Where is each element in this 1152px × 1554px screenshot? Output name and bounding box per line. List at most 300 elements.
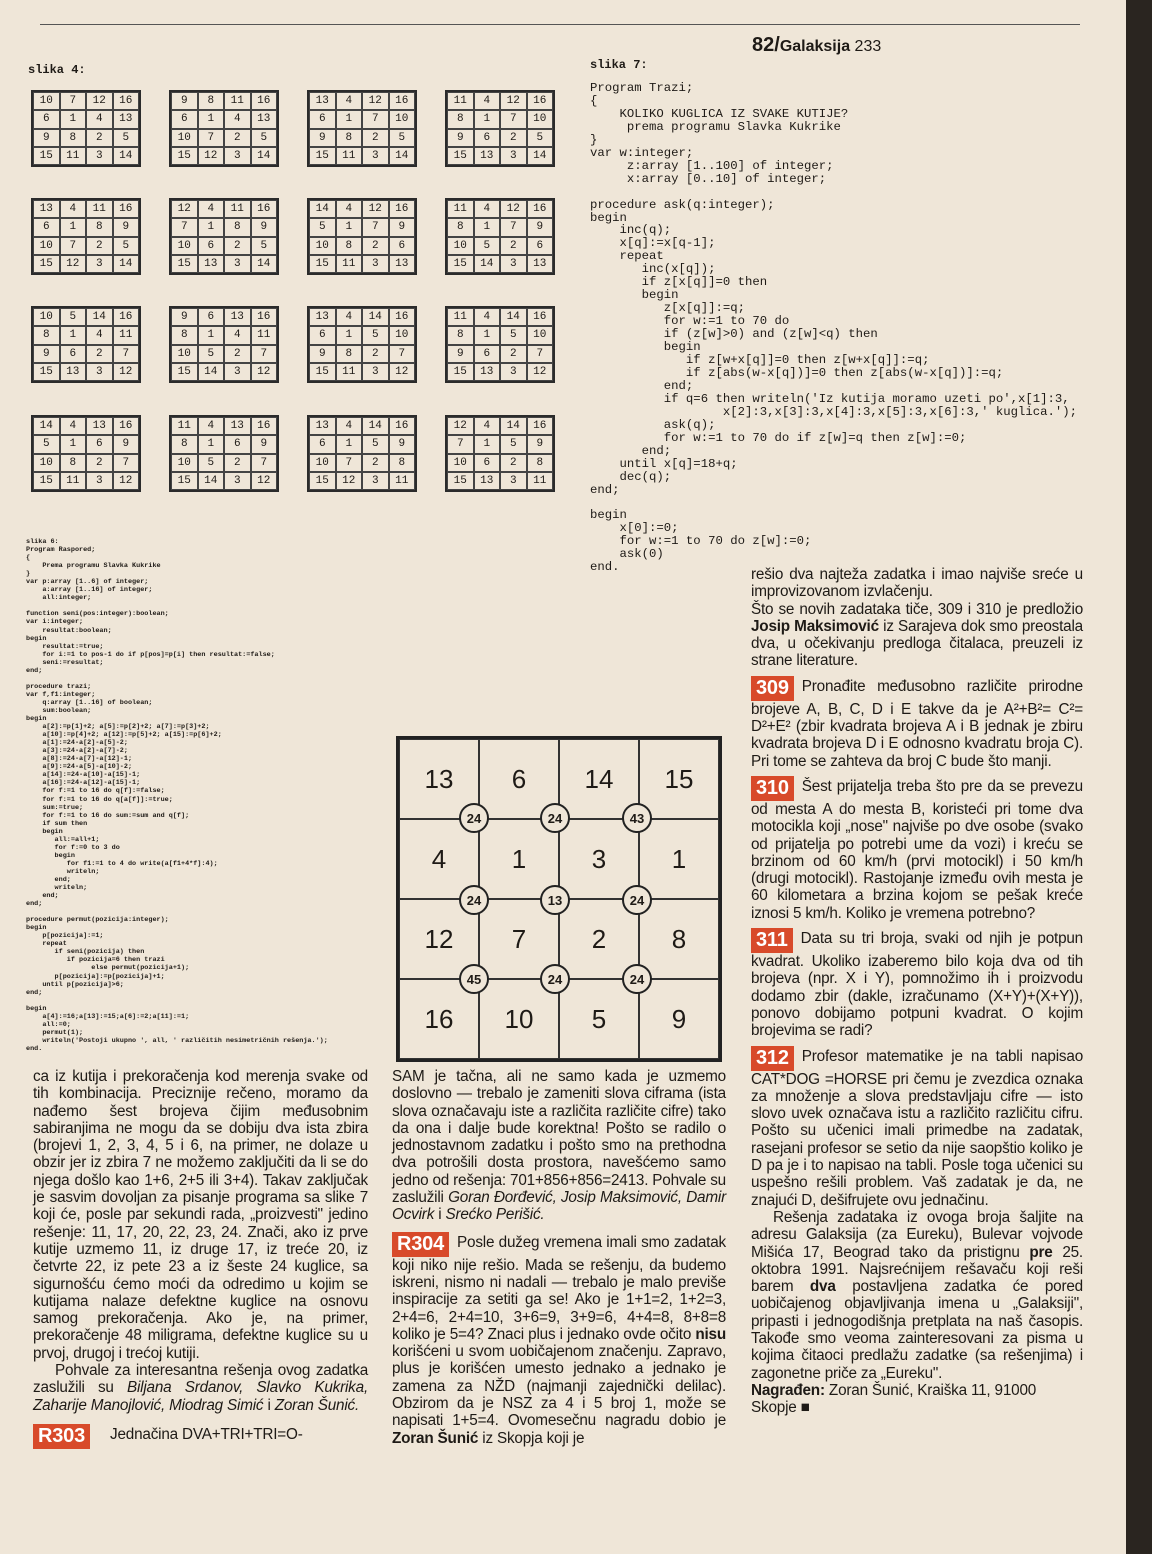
grid-cell: 3 [86,255,113,273]
grid-cell: 14 [500,417,527,435]
grid-cell: 9 [447,129,474,147]
square-cell: 7 [479,899,559,979]
grid-cell: 2 [500,129,527,147]
figure-6-listing: Program Raspored; { Prema programu Slavka Kukrike } var p:array [1..6] of integer; a:array [1..16] of integer; all:integer; function seni(pos:integer):boolean; var i:integer; resultat:boolean; begin resultat:=true; for i:=1 to pos-1 do if p[pos]=p[i] then resultat:=false; seni:=resultat; end; procedure trazi; var f,f1:integer; q:array [1..16] of boolean; sum:boolean; begin a[2]:=p[1]+2; a[5]:=p[2]+2; a[7]:=p[3]+2; a[10]:=p[4]+2; a[12]:=p[5]+2; a[15]:=p[6]+2; a[1]:=24-a[2]-a[5]-2; a[3]:=24-a[2]-a[7]-2; a[8]:=24-a[7]-a[12]-1; a[9]:=24-a[5]-a[10]-2; a[14]:=24-a[10]-a[15]-1; a[16]:=24-a[12]-a[15]-1; for f:=1 to 16 do q[f]:=false; for f:=1 to 16 do q[a[f]]:=true; sum:=true; for f:=1 to 16 do sum:=sum and q[f]; if sum then begin all:=all+1; for f:=0 to 3 do begin for f1:=1 to 4 do write(a[f1+4*f]:4); writeln; end; writeln; end; end; procedure permut(pozicija:integer); begin p[pozicija]:=1; repeat if seni(pozicija) then if pozicija=6 then trazi else permut(pozicija+1); p[pozicija]:=p[pozicija]+1; until p[pozicija]>6; end; begin a[4]:=16;a[13]:=15;a[6]:=2;a[11]:=1; all:=0; permut(1); writeln('Postoji ukupno ', all, ' različitih nesimetričnih rešenja.'); end. [26,546,328,1053]
grid-cell: 14 [309,200,336,218]
grid-cell: 14 [389,147,416,165]
grid-cell: 14 [113,147,140,165]
grid-cell: 6 [474,345,501,363]
grid-cell: 9 [251,435,278,453]
grid-cell: 5 [33,435,60,453]
grid-cell: 16 [251,200,278,218]
grid-cell: 12 [60,255,87,273]
badge-r303: R303 [33,1424,90,1449]
grid-cell: 13 [474,472,501,490]
grid-cell: 7 [447,435,474,453]
grid-cell: 7 [60,237,87,255]
grid-cell: 15 [33,147,60,165]
grid-cell: 6 [33,110,60,128]
grid-cell: 2 [500,237,527,255]
badge-309: 309 [751,676,794,701]
grid-cell: 3 [362,255,389,273]
square-cell: 1 [479,819,559,899]
grid-cell: 15 [33,363,60,381]
grid-cell: 6 [309,435,336,453]
grid-cell: 4 [474,308,501,326]
grid-cell: 4 [198,200,225,218]
square-cell: 9 [639,979,719,1059]
grid-cell: 13 [224,417,251,435]
magic-grid [31,198,141,275]
grid-cell: 11 [113,326,140,344]
grid-cell: 5 [500,326,527,344]
grid-cell: 12 [527,363,554,381]
grid-cell: 5 [251,237,278,255]
magic-grid [31,90,141,167]
square-cell: 16 [399,979,479,1059]
grid-cell: 8 [336,345,363,363]
right-paragraph-1: rešio dva najteža zadatka i imao najviše sreće u improvizovanom izvlačenju. [751,566,1083,601]
grid-cell: 8 [527,454,554,472]
right-paragraph-2: Što se novih zadataka tiče, 309 i 310 je predložio Josip Maksimović iz Sarajeva dok smo preostala dva, u očekivanju predloga čitalaca, preuzeli iz strane literature. [751,600,1083,670]
grid-cell: 8 [447,326,474,344]
grid-cell: 6 [389,237,416,255]
grid-cell: 14 [362,417,389,435]
square-cell: 6 [479,739,559,819]
grid-cell: 9 [309,129,336,147]
problem-309: 309 Pronađite međusobno različite prirodne brojeve A, B, C, D i E takve da je A²+B²= C²= D²+E² (zbir kvadrata brojeva A i B jednak je zbiru kvadrata brojeva D i E odnosno kvadratu broja C). Pri tome se zahteva da broj C bude što manji. [751,676,1083,770]
grid-cell: 8 [224,218,251,236]
left-paragraph-1: ca iz kutija i prekoračenja kod merenja svake od tih kombinacija. Preciznije rečeno, moramo da nađemo šest brojeva čijim međusobnim sabiranjima ne mogu da se dobiju dva ista zbira (brojevi 1, 2, 3, 4, 5 i 6, na primer, ne dolaze u obzir jer iz zbira 7 ne možemo zaključiti da li se do njega došlo kao 1+6, 2+5 ili 3+4). Takav zaključak je sasvim dovoljan za pisanje programa sa slike 7 koji će, posle par sekundi rada, „proizvesti" jedino rešenje: 11, 17, 20, 22, 23, 24. Znači, ako iz prve kutije uzmemo 11, iz druge 17, iz treće 20, iz četvrte 22, iz pete 23 a iz šeste 24 kuglice, sa sigurnošću ćemo moći da odredimo u kojim se kutijama nalaze defektne kuglice na osnovu samog prekoračenja. Ako je, na primer, prekoračenje 48 miligrama, defektne kuglice su u prvoj, drugoj i trećoj kutiji. [33,1068,368,1362]
grid-cell: 3 [86,147,113,165]
grid-cell: 16 [527,92,554,110]
grid-cell: 7 [60,92,87,110]
grid-cell: 10 [447,454,474,472]
grid-cell: 9 [171,92,198,110]
grid-cell: 3 [224,255,251,273]
grid-cell: 1 [198,110,225,128]
grid-cell: 8 [171,326,198,344]
grid-cell: 7 [389,345,416,363]
grid-cell: 15 [447,255,474,273]
grid-cell: 11 [336,255,363,273]
grid-cell: 10 [171,454,198,472]
right-column [751,566,1083,1416]
grid-cell: 7 [171,218,198,236]
grid-cell: 4 [198,417,225,435]
problem-310: 310 Šest prijatelja treba što pre da se prevezu od mesta A do mesta B, koristeći pri tome dva motocikla koji „nose" najviše po dve osobe (svako od prijatelja po potrebi ume da vozi) i kreću se brzinom od 60 km/h (prvi motocikl) i 50 km/h (drugi motocikl). Rastojanje između ovih mesta je 60 kilometara a brzina kojom se pešak kreće iznosi 5 km/h. Koliko je vremena potrebno? [751,776,1083,922]
grid-cell: 16 [113,200,140,218]
grid-cell: 1 [60,110,87,128]
grid-cell: 10 [171,345,198,363]
magic-grid [307,415,417,492]
grid-cell: 13 [474,147,501,165]
grid-cell: 6 [309,326,336,344]
grid-cell: 6 [86,435,113,453]
grid-cell: 2 [500,345,527,363]
grid-cell: 10 [171,237,198,255]
grid-cell: 10 [33,92,60,110]
grid-cell: 13 [113,110,140,128]
grid-cell: 1 [60,218,87,236]
grid-cell: 6 [527,237,554,255]
proposer-name: Josip Maksimović [751,617,879,635]
grid-cell: 1 [474,110,501,128]
grid-cell: 4 [60,417,87,435]
magic-grid [169,415,279,492]
magic-grid [31,415,141,492]
grid-cell: 2 [86,129,113,147]
grid-cell: 4 [336,92,363,110]
grid-cell: 11 [224,92,251,110]
grid-cell: 7 [527,345,554,363]
grid-cell: 16 [113,308,140,326]
grid-cell: 2 [362,345,389,363]
grid-cell: 4 [224,110,251,128]
grid-cell: 14 [251,147,278,165]
square-cell: 13 [399,739,479,819]
grid-cell: 5 [198,345,225,363]
grid-cell: 15 [309,147,336,165]
grid-cell: 5 [389,129,416,147]
grid-cell: 14 [33,417,60,435]
grid-cell: 7 [198,129,225,147]
middle-paragraph-1: SAM je tačna, ali ne samo kada je uzmemo doslovno — trebalo je zameniti slova ciframa (ista slova označavaju iste a različita različite cifre) tako da ona i dalje bude korektna! Pošto se radilo o jednostavnom zadatku i pošto smo na prethodna dva potrošili dosta prostora, navešćemo samo jedno od rešenja: 701+856+856=2413. Pohvale su zaslužili Goran Đorđević, Josip Maksimović, Damir Ocvirk i Srećko Perišić. [392,1068,726,1224]
grid-cell: 13 [309,92,336,110]
sum-circle: 24 [459,885,489,915]
grid-cell: 1 [336,435,363,453]
grid-cell: 5 [362,435,389,453]
grid-cell: 6 [198,237,225,255]
grid-cell: 16 [113,417,140,435]
badge-r304: R304 [392,1232,449,1257]
magic-grid [169,90,279,167]
grid-cell: 4 [474,417,501,435]
figure-6-code [26,538,386,1053]
grid-cell: 2 [362,129,389,147]
grid-cell: 10 [447,237,474,255]
grid-cell: 11 [336,147,363,165]
grid-cell: 7 [113,454,140,472]
grid-cell: 15 [171,472,198,490]
badge-312: 312 [751,1046,794,1071]
magic-grid [307,198,417,275]
grid-cell: 1 [336,326,363,344]
grid-cell: 3 [500,363,527,381]
grid-cell: 12 [251,472,278,490]
grid-cell: 3 [86,472,113,490]
grid-cell: 16 [251,92,278,110]
grid-cell: 4 [86,110,113,128]
grid-cell: 9 [33,129,60,147]
header-rule [40,24,1080,25]
grid-cell: 14 [500,308,527,326]
figure-4-label: slika 4: [28,63,86,77]
grid-cell: 11 [336,363,363,381]
grid-cell: 3 [362,147,389,165]
grid-cell: 7 [336,454,363,472]
grid-cell: 11 [447,200,474,218]
grid-cell: 8 [60,454,87,472]
problem-311: 311 Data su tri broja, svaki od njih je potpun kvadrat. Ukoliko izaberemo bilo koja dva od tih brojeva (npr. X i Y), pomnožimo ih i proizvodu dodamo zbir (dakle, izračunamo (X+Y)+(X+Y)), ponovo dobijamo potpuni kvadrat. O kojim brojevima se radi? [751,929,1083,1040]
grid-cell: 10 [309,237,336,255]
grid-cell: 13 [224,308,251,326]
grid-cell: 1 [474,218,501,236]
grid-cell: 13 [474,363,501,381]
grid-cell: 9 [447,345,474,363]
page-number: 82/ [752,34,780,56]
grid-cell: 15 [447,363,474,381]
grid-cell: 11 [171,417,198,435]
grid-cell: 5 [309,218,336,236]
grid-cell: 1 [474,326,501,344]
grid-cell: 10 [33,308,60,326]
grid-cell: 5 [527,129,554,147]
square-cell: 10 [479,979,559,1059]
grid-cell: 2 [224,345,251,363]
grid-cell: 2 [86,345,113,363]
grid-cell: 6 [474,454,501,472]
grid-cell: 11 [251,326,278,344]
grid-cell: 7 [362,218,389,236]
sum-circle: 45 [459,964,489,994]
middle-praised-names: Goran Đorđević, Josip Maksimović, Damir Ocvirk [392,1189,726,1224]
magic-grid [445,198,555,275]
grid-cell: 1 [60,326,87,344]
grid-cell: 16 [527,200,554,218]
grid-cell: 16 [527,417,554,435]
grid-cell: 8 [447,218,474,236]
grid-cell: 12 [336,472,363,490]
grid-cell: 14 [527,147,554,165]
grid-cell: 12 [500,200,527,218]
magic-grid [169,198,279,275]
square-cell: 2 [559,899,639,979]
square-cell: 5 [559,979,639,1059]
grid-cell: 11 [60,472,87,490]
grid-cell: 16 [389,417,416,435]
grid-cell: 9 [527,218,554,236]
grid-cell: 10 [33,454,60,472]
grid-cell: 13 [527,255,554,273]
grid-cell: 14 [198,472,225,490]
grid-cell: 7 [251,345,278,363]
grid-cell: 11 [224,200,251,218]
grid-cell: 15 [309,363,336,381]
grid-cell: 11 [60,147,87,165]
grid-cell: 15 [447,472,474,490]
grid-cell: 15 [309,255,336,273]
grid-cell: 8 [389,454,416,472]
grid-cell: 10 [171,129,198,147]
grid-cell: 10 [33,237,60,255]
grid-cell: 12 [113,472,140,490]
grid-cell: 9 [251,218,278,236]
grid-cell: 5 [500,435,527,453]
grid-cell: 6 [474,129,501,147]
grid-cell: 10 [527,326,554,344]
grid-cell: 16 [527,308,554,326]
grid-cell: 3 [362,363,389,381]
grid-cell: 8 [336,129,363,147]
grid-cell: 11 [447,92,474,110]
grid-cell: 7 [500,218,527,236]
sum-circle: 24 [540,803,570,833]
grid-cell: 3 [224,472,251,490]
grid-cell: 13 [251,110,278,128]
winner-line: Nagrađen: Zoran Šunić, Kraiška 11, 91000 Skopje ■ [751,1381,1037,1417]
problem-312: 312 Profesor matematike je na tabli napisao CAT*DOG =HORSE pri čemu je zvezdica oznaka za množenje a slova predstavljaju cifre — isto slovo uvek označava istu a različito različitu cifru. Pošto su učenici imali primedbe na zadatak, rasejani profesor se setio da nije saopštio koliko je D pa je i to napisao na tabli. Posle toga učenici su uspešno rešili problem. Vaš zadatak je da, ne znajući D, dešifrujete ovu jednačinu. [751,1046,1083,1209]
grid-cell: 14 [113,255,140,273]
grid-cell: 7 [500,110,527,128]
grid-cell: 14 [362,308,389,326]
square-cell: 3 [559,819,639,899]
grid-cell: 12 [86,92,113,110]
grid-cell: 12 [447,417,474,435]
grid-cell: 13 [33,200,60,218]
grid-cell: 5 [251,129,278,147]
grid-cell: 6 [33,218,60,236]
grid-cell: 9 [113,435,140,453]
grid-cell: 4 [86,326,113,344]
figure-7-code: Program Trazi; { KOLIKO KUGLICA IZ SVAKE KUTIJE? prema programu Slavka Kukrike } var w:integer; z:array [1..100] of integer; x:array [0..10] of integer; procedure ask(q:integer); begin inc(q); x[q]:=x[q-1]; repeat inc(x[q]); if z[x[q]]=0 then begin z[x[q]]:=q; for w:=1 to 70 do if (z[w]>0) and (z[w]<q) then begin if z[w+x[q]]=0 then z[w+x[q]]:=q; if z[abs(w-x[q])]=0 then z[abs(w-x[q])]:=q; end; if q=6 then writeln('Iz kutija moramo uzeti po',x[1]:3, x[2]:3,x[3]:3,x[4]:3,x[5]:3,x[6]:3,' kuglica.'); ask(q); for w:=1 to 70 do if z[w]=q then z[w]:=0; end; until x[q]=18+q; dec(q); end; begin x[0]:=0; for w:=1 to 70 do z[w]:=0; ask(0) end. [590,81,1078,575]
praised-last-name: Zoran Šunić. [274,1396,360,1414]
issue-number: 233 [854,38,882,55]
r303-paragraph: R303 Jednačina DVA+TRI+TRI=O- [33,1424,368,1449]
grid-cell: 16 [389,200,416,218]
middle-praised-last: Srećko Perišić. [445,1206,545,1224]
grid-cell: 2 [362,454,389,472]
grid-cell: 15 [171,255,198,273]
grid-cell: 12 [171,200,198,218]
grid-cell: 16 [389,92,416,110]
grid-cell: 13 [198,255,225,273]
grid-cell: 9 [389,435,416,453]
grid-cell: 9 [171,308,198,326]
grid-cell: 11 [389,472,416,490]
grid-cell: 1 [198,326,225,344]
grid-cell: 11 [447,308,474,326]
grid-cell: 7 [362,110,389,128]
grid-cell: 8 [198,92,225,110]
grid-cell: 16 [113,92,140,110]
grid-cell: 9 [389,218,416,236]
left-column [33,1068,368,1449]
grid-cell: 8 [447,110,474,128]
sum-circle: 24 [622,964,652,994]
grid-cell: 4 [474,92,501,110]
grid-cell: 3 [86,363,113,381]
grid-cell: 5 [198,454,225,472]
grid-cell: 5 [474,237,501,255]
grid-cell: 14 [251,255,278,273]
grid-cell: 3 [500,147,527,165]
grid-cell: 2 [224,454,251,472]
grid-cell: 15 [309,472,336,490]
end-mark-icon: ■ [800,1399,810,1417]
grid-cell: 8 [336,237,363,255]
grid-cell: 16 [251,417,278,435]
grid-cell: 1 [198,435,225,453]
grid-cell: 9 [33,345,60,363]
grid-cell: 5 [60,308,87,326]
r304-paragraph: R304 Posle dužeg vremena imali smo zadatak koji niko nije rešio. Mada se rešenju, da budemo iskreni, nismo ni nadali — trebalo je malo previše inspiracije za setiti ga se! Ako je 1+1=2, 1+2=3, 2+4=6, 2+4=10, 3+6=9, 3+9=6, 4+4=8, 8+8=8 koliko je 5=4? Znaci plus i jednako ovde očito nisu korišćeni u svom uobičajenom značenju. Zapravo, plus je korišćen umesto jednako a jednako je zamena za NŽD (najmanji zajednički delilac). Obzirom da je NSZ za 4 i 5 broj 1, može se napisati 1+5=4. Ovomesečnu nagradu dobio je Zoran Šunić iz Skopja koji je [392,1232,726,1447]
sum-circle: 24 [540,964,570,994]
magic-grid [445,90,555,167]
grid-cell: 6 [224,435,251,453]
grid-cell: 14 [474,255,501,273]
grid-cell: 7 [113,345,140,363]
figure-7-label: slika 7: [590,58,648,72]
page-header [752,34,881,57]
grid-cell: 14 [86,308,113,326]
grid-cell: 8 [171,435,198,453]
grid-cell: 4 [60,200,87,218]
grid-cell: 12 [198,147,225,165]
grid-cell: 2 [86,454,113,472]
square-cell: 1 [639,819,719,899]
middle-column [392,1068,726,1447]
grid-cell: 12 [500,92,527,110]
grid-cell: 11 [527,472,554,490]
grid-cell: 15 [33,255,60,273]
grid-cell: 2 [224,129,251,147]
grid-cell: 3 [224,147,251,165]
square-cell: 8 [639,899,719,979]
grid-cell: 12 [389,363,416,381]
square-cell: 14 [559,739,639,819]
grid-cell: 10 [309,454,336,472]
grid-cell: 2 [500,454,527,472]
grid-cell: 1 [198,218,225,236]
grid-cell: 1 [336,218,363,236]
grid-cell: 4 [336,417,363,435]
grid-cell: 9 [309,345,336,363]
grid-cell: 15 [171,363,198,381]
square-cell: 15 [639,739,719,819]
grid-cell: 3 [362,472,389,490]
magic-grid [307,90,417,167]
grid-cell: 12 [362,92,389,110]
grid-cell: 6 [309,110,336,128]
sum-circle: 13 [540,885,570,915]
right-paragraph-3: Rešenja zadataka iz ovoga broja šaljite na adresu Galaksija (za Eureku), Bulevar vojvode Mišića 17, Beograd tako da pristignu pre 25. oktobra 1991. Najsrećnijem rešavaču koji reši barem dva postavljena zadatka će pored uobičajenog objavljivanja imena u „Galaksiji", pripasti i jednogodišnja pretplata na naš časopis. Takođe smo veoma zainteresovani za pisma u kojima čitaoci predlažu zadatke (sa rešenjima) i zagonetne priče za „Eureku". [751,1208,1083,1382]
grid-cell: 8 [60,129,87,147]
grid-cell: 10 [389,110,416,128]
magic-grid [307,306,417,383]
grid-cell: 4 [474,200,501,218]
left-paragraph-2: Pohvale za interesantna rešenja ovog zadatka zaslužili su Biljana Srdanov, Slavko Kukrika, Zaharije Manojlović, Miodrag Simić i Zoran Šunić. [33,1362,368,1414]
grid-cell: 13 [389,255,416,273]
grid-cell: 9 [113,218,140,236]
figure-6-label: slika 6: [26,538,59,546]
magic-grid [169,306,279,383]
grid-cell: 15 [171,147,198,165]
grid-cell: 8 [33,326,60,344]
grid-cell: 5 [113,237,140,255]
r304-winner: Zoran Šunić [392,1429,479,1447]
sum-circle: 24 [622,885,652,915]
grid-cell: 15 [33,472,60,490]
grid-cell: 16 [251,308,278,326]
grid-cell: 12 [251,363,278,381]
magic-grid [31,306,141,383]
grid-cell: 15 [447,147,474,165]
grid-cell: 4 [224,326,251,344]
praised-names: Biljana Srdanov, Slavko Kukrika, Zaharije Manojlović, Miodrag Simić [33,1379,368,1414]
grid-cell: 3 [500,255,527,273]
grid-cell: 13 [309,308,336,326]
